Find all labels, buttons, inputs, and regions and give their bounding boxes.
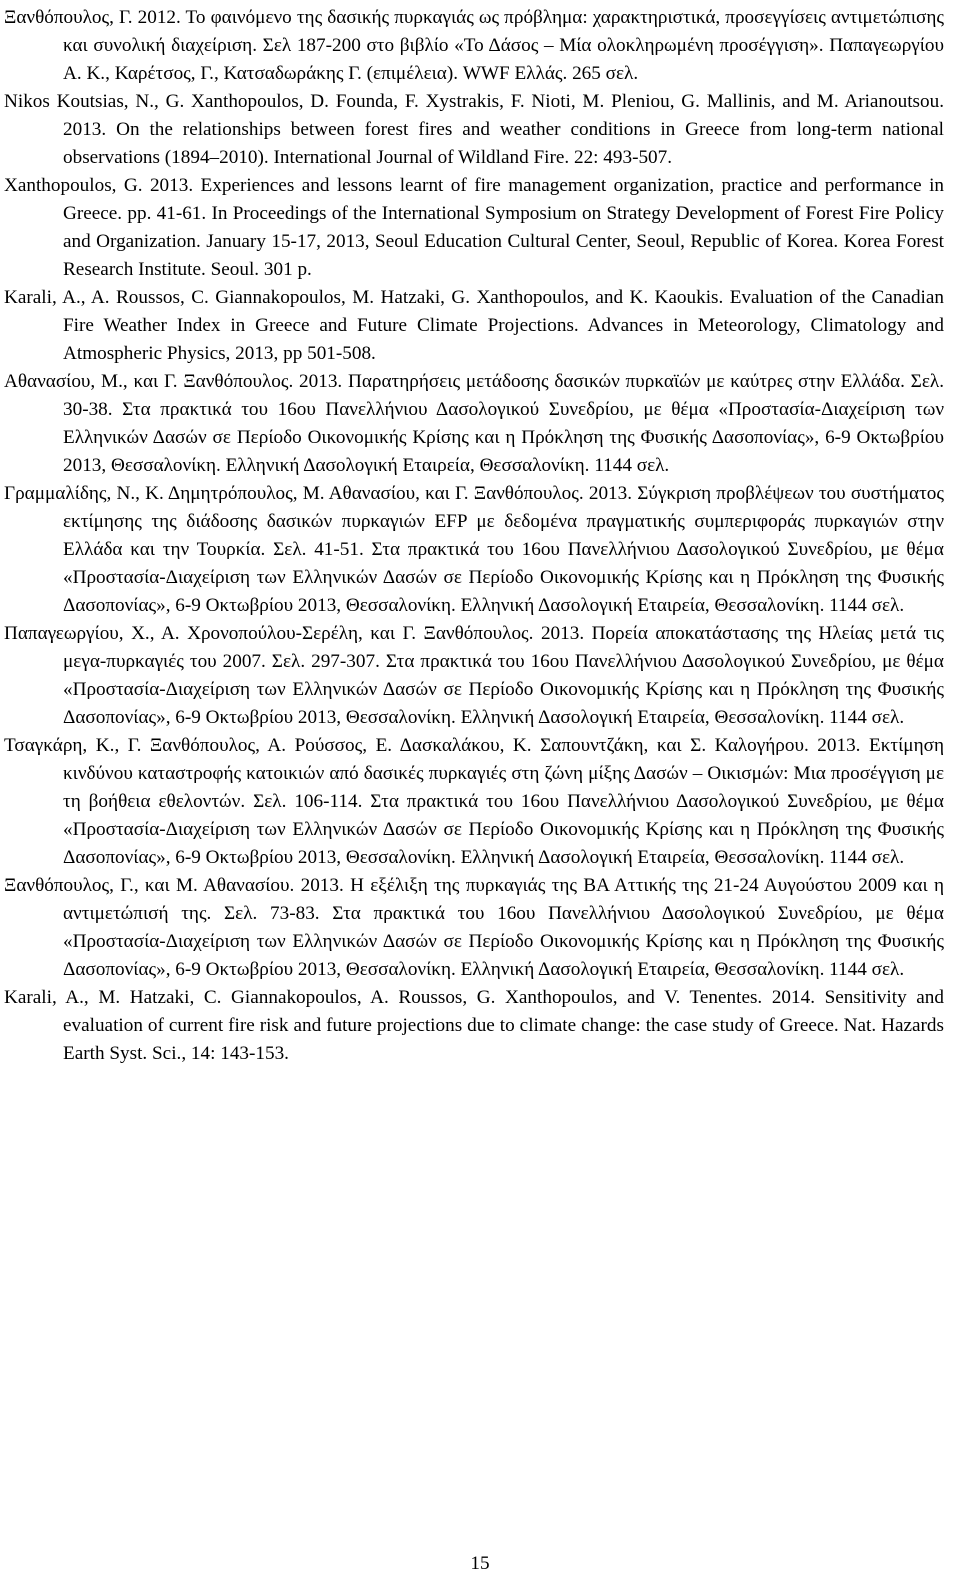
reference-entry: Ξανθόπουλος, Γ., και Μ. Αθανασίου. 2013. Η εξέλιξη της πυρκαγιάς της ΒΑ Αττικής της 21-24 Αυγούστου 2009 και η αντιμετώπισή της. Σελ. 73-83. Στα πρακτικά του 16ου Πανελλήνιου Δασολογικού Συνεδρίου, με θέμα «Προστασία-Διαχείριση των Ελληνικών Δασών σε Περίοδο Οικονομικής Κρίσης και η Πρόκληση της Φυσικής Δασοπονίας», 6-9 Οκτωβρίου 2013, Θεσσαλονίκη. Ελληνική Δασολογική Εταιρεία, Θεσσαλονίκη. 1144 σελ. [4, 875, 944, 980]
page-number: 15 [470, 1553, 490, 1574]
reference-entry: Xanthopoulos, G. 2013. Experiences and lessons learnt of fire management organization, practice and performance in Greece. pp. 41-61. In Proceedings of the International Symposium on Strategy Development of Forest Fire Policy and Organization. January 15-17, 2013, Seoul Education Cultural Center, Seoul, Republic of Korea. Korea Forest Research Institute. Seoul. 301 p. [4, 175, 944, 280]
reference-entry: Karali, A., A. Roussos, C. Giannakopoulos, M. Hatzaki, G. Xanthopoulos, and K. Kaoukis. Evaluation of the Canadian Fire Weather Index in Greece and Future Climate Projections. Advances in Meteorology, Climatology and Atmospheric Physics, 2013, pp 501-508. [4, 287, 944, 364]
reference-entry: Γραμμαλίδης, Ν., Κ. Δημητρόπουλος, Μ. Αθανασίου, και Γ. Ξανθόπουλος. 2013. Σύγκριση προβλέψεων του συστήματος εκτίμησης της διάδοσης δασικών πυρκαγιών EFP με δεδομένα πραγματικής συμπεριφοράς πυρκαγιών στην Ελλάδα και την Τουρκία. Σελ. 41-51. Στα πρακτικά του 16ου Πανελλήνιου Δασολογικού Συνεδρίου, με θέμα «Προστασία-Διαχείριση των Ελληνικών Δασών σε Περίοδο Οικονομικής Κρίσης και η Πρόκληση της Φυσικής Δασοπονίας», 6-9 Οκτωβρίου 2013, Θεσσαλονίκη. Ελληνική Δασολογική Εταιρεία, Θεσσαλονίκη. 1144 σελ. [4, 483, 944, 616]
reference-entry: Karali, A., M. Hatzaki, C. Giannakopoulos, A. Roussos, G. Xanthopoulos, and V. Tenentes. 2014. Sensitivity and evaluation of current fire risk and future projections due to climate change: the case study of Greece. Nat. Hazards Earth Syst. Sci., 14: 143-153. [4, 987, 944, 1064]
reference-entry: Παπαγεωργίου, Χ., Α. Χρονοπούλου-Σερέλη, και Γ. Ξανθόπουλος. 2013. Πορεία αποκατάστασης της Ηλείας μετά τις μεγα-πυρκαγιές του 2007. Σελ. 297-307. Στα πρακτικά του 16ου Πανελλήνιου Δασολογικού Συνεδρίου, με θέμα «Προστασία-Διαχείριση των Ελληνικών Δασών σε Περίοδο Οικονομικής Κρίσης και η Πρόκληση της Φυσικής Δασοπονίας», 6-9 Οκτωβρίου 2013, Θεσσαλονίκη. Ελληνική Δασολογική Εταιρεία, Θεσσαλονίκη. 1144 σελ. [4, 623, 944, 728]
reference-entry: Τσαγκάρη, Κ., Γ. Ξανθόπουλος, Α. Ρούσσος, Ε. Δασκαλάκου, Κ. Σαπουντζάκη, και Σ. Καλογήρου. 2013. Εκτίμηση κινδύνου καταστροφής κατοικιών από δασικές πυρκαγιές στη ζώνη μίξης Δασών – Οικισμών: Μια προσέγγιση με τη βοήθεια εθελοντών. Σελ. 106-114. Στα πρακτικά του 16ου Πανελλήνιου Δασολογικού Συνεδρίου, με θέμα «Προστασία-Διαχείριση των Ελληνικών Δασών σε Περίοδο Οικονομικής Κρίσης και η Πρόκληση της Φυσικής Δασοπονίας», 6-9 Οκτωβρίου 2013, Θεσσαλονίκη. Ελληνική Δασολογική Εταιρεία, Θεσσαλονίκη. 1144 σελ. [4, 735, 944, 868]
reference-entry: Αθανασίου, Μ., και Γ. Ξανθόπουλος. 2013. Παρατηρήσεις μετάδοσης δασικών πυρκαϊών με καύτρες στην Ελλάδα. Σελ. 30-38. Στα πρακτικά του 16ου Πανελλήνιου Δασολογικού Συνεδρίου, με θέμα «Προστασία-Διαχείριση των Ελληνικών Δασών σε Περίοδο Οικονομικής Κρίσης και η Πρόκληση της Φυσικής Δασοπονίας», 6-9 Οκτωβρίου 2013, Θεσσαλονίκη. Ελληνική Δασολογική Εταιρεία, Θεσσαλονίκη. 1144 σελ. [4, 371, 944, 476]
reference-list [4, 4, 944, 1068]
reference-entry: Ξανθόπουλος, Γ. 2012. Το φαινόμενο της δασικής πυρκαγιάς ως πρόβλημα: χαρακτηριστικά, προσεγγίσεις αντιμετώπισης και συνολική διαχείριση. Σελ 187-200 στο βιβλίο «Το Δάσος – Μία ολοκληρωμένη προσέγγιση». Παπαγεωργίου Α. Κ., Καρέτσος, Γ., Κατσαδωράκης Γ. (επιμέλεια). WWF Ελλάς. 265 σελ. [4, 7, 944, 84]
reference-entry: Nikos Koutsias, N., G. Xanthopoulos, D. Founda, F. Xystrakis, F. Nioti, M. Pleniou, G. Mallinis, and M. Arianoutsou. 2013. On the relationships between forest fires and weather conditions in Greece from long-term national observations (1894–2010). International Journal of Wildland Fire. 22: 493-507. [4, 91, 944, 168]
